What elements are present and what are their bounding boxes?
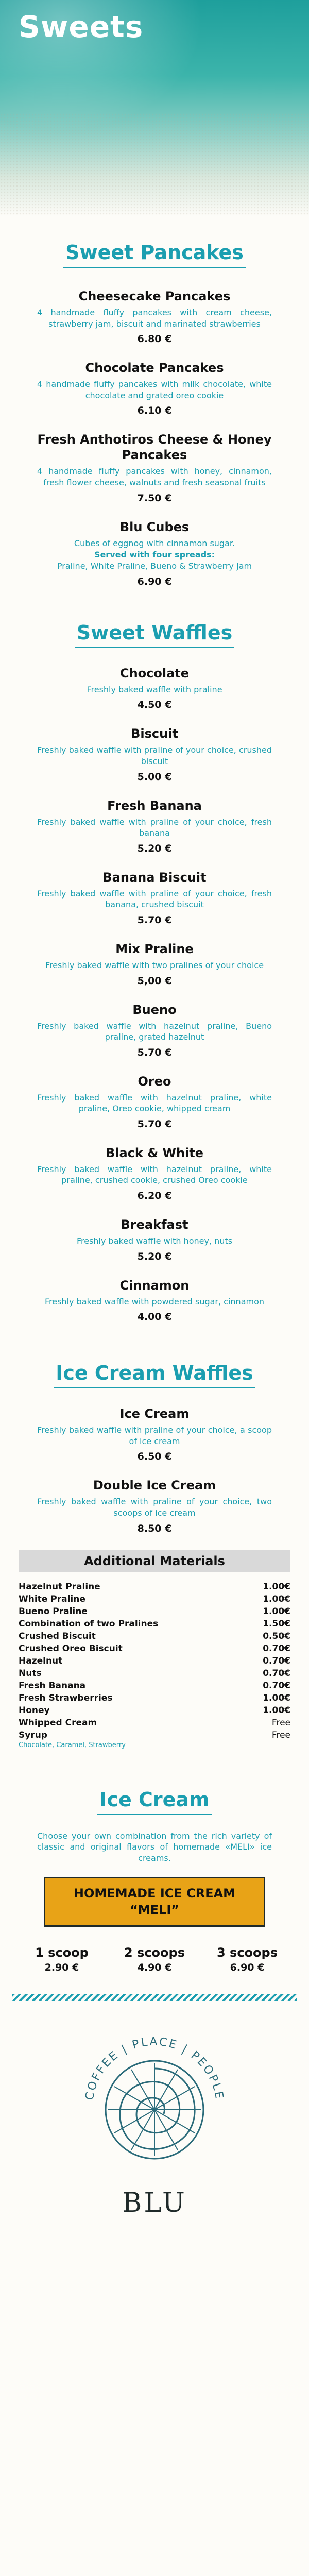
extra-price: 0.50€: [263, 1631, 290, 1641]
extra-name: Fresh Banana: [19, 1680, 86, 1691]
item-description: Freshly baked waffle with powdered sugar, cinnamon: [44, 1296, 265, 1307]
menu-item: [37, 798, 272, 854]
extra-name: Hazelnut: [19, 1655, 63, 1666]
logo-wordmark: BLU: [122, 2187, 187, 2218]
menu-item: [37, 726, 272, 782]
item-price: 8.50 €: [137, 1522, 172, 1534]
syrup-flavors-note: Chocolate, Caramel, Strawberry: [19, 1741, 126, 1749]
menu-item: [37, 1074, 272, 1130]
item-name: Cheesecake Pancakes: [78, 289, 231, 303]
menu-item: [37, 941, 272, 987]
menu-item: [37, 1406, 272, 1462]
additional-materials-title: Additional Materials: [19, 1550, 290, 1572]
section-waffles: [0, 621, 309, 1323]
additional-list: [19, 1581, 290, 1749]
scoop-price: 4.90 €: [137, 1961, 172, 1973]
extra-price: 1.00€: [263, 1606, 290, 1617]
extra-name: White Praline: [19, 1594, 85, 1604]
item-price: 5.70 €: [137, 1118, 172, 1130]
item-price: 5.20 €: [137, 842, 172, 854]
item-description: 4 handmade fluffy pancakes with cream cheese, strawberry jam, biscuit and marinated strawberries: [37, 308, 272, 329]
item-description: Freshly baked waffle with praline of your choice, crushed biscuit: [37, 745, 272, 766]
item-description: Freshly baked waffle with praline of your choice, a scoop of ice cream: [37, 1425, 272, 1446]
section-title: Ice Cream: [97, 1788, 211, 1815]
menu-item: [37, 360, 272, 416]
item-price: 5.20 €: [137, 1250, 172, 1262]
extra-name: Syrup: [19, 1730, 47, 1740]
extra-name: Fresh Strawberries: [19, 1692, 113, 1703]
list-item: [19, 1655, 290, 1667]
item-name: Bueno: [132, 1002, 177, 1017]
divider: [12, 1994, 297, 2001]
item-name: Double Ice Cream: [93, 1478, 216, 1493]
section-pancakes: [0, 241, 309, 587]
extra-name: Honey: [19, 1705, 50, 1716]
menu-item: [37, 1478, 272, 1534]
extra-price: 0.70€: [263, 1643, 290, 1654]
section-title: Sweet Pancakes: [63, 241, 246, 268]
extra-price: 0.70€: [263, 1668, 290, 1679]
extra-price: Free: [271, 1730, 290, 1740]
icecream-description: Choose your own combination from the rich variety of classic and original flavors of homemade «MELI» ice creams.: [37, 1831, 272, 1863]
list-item: [19, 1630, 290, 1642]
extra-name: Combination of two Pralines: [19, 1618, 159, 1629]
header-banner: [0, 0, 309, 216]
item-subheading: Served with four spreads:: [94, 550, 215, 560]
menu-item: [37, 1278, 272, 1323]
section-icecream-waffles: [0, 1362, 309, 1534]
item-name: Breakfast: [121, 1217, 188, 1232]
item-name: Fresh Anthotiros Cheese & Honey Pancakes: [37, 432, 272, 463]
section-title: Sweet Waffles: [75, 621, 234, 648]
item-name: Mix Praline: [115, 941, 194, 956]
menu-item: [37, 432, 272, 503]
menu-item: [37, 666, 272, 711]
scoop-option: [113, 1945, 196, 1973]
item-description: Freshly baked waffle with praline: [87, 684, 222, 694]
item-description: Cubes of eggnog with cinnamon sugar.: [74, 538, 235, 548]
item-name: Oreo: [138, 1074, 171, 1089]
item-description: Freshly baked waffle with two pralines of your choice: [45, 960, 264, 970]
homemade-icecream-banner: [44, 1877, 265, 1926]
item-price: 5.00 €: [137, 771, 172, 783]
item-name: Cinnamon: [119, 1278, 190, 1293]
item-price: 5.70 €: [137, 1046, 172, 1058]
item-name: Black & White: [105, 1145, 204, 1160]
extra-price: 0.70€: [263, 1655, 290, 1666]
item-name: Blu Cubes: [119, 519, 190, 534]
item-price: 6.90 €: [137, 575, 172, 587]
item-price: 5,00 €: [137, 975, 172, 987]
extra-price: 1.00€: [263, 1594, 290, 1604]
list-item: [19, 1704, 290, 1717]
item-name: Banana Biscuit: [102, 870, 207, 885]
blu-logo: [0, 2004, 309, 2218]
item-price: 4.00 €: [137, 1311, 172, 1323]
extra-price: 1.00€: [263, 1692, 290, 1703]
banner-line: HOMEMADE ICE CREAM: [73, 1886, 236, 1901]
scoop-label: 2 scoops: [124, 1945, 185, 1960]
item-description: Freshly baked waffle with hazelnut praline, Bueno praline, grated hazelnut: [37, 1021, 272, 1042]
item-name: Fresh Banana: [107, 798, 202, 813]
extra-price: 1.50€: [263, 1618, 290, 1629]
list-item: [19, 1717, 290, 1729]
menu-item: [37, 1217, 272, 1262]
section-title: Ice Cream Waffles: [54, 1362, 255, 1388]
list-item: [19, 1593, 290, 1605]
list-item: [19, 1729, 290, 1741]
menu-item: [37, 519, 272, 587]
item-description: Freshly baked waffle with hazelnut praline, white praline, crushed cookie, crushed Oreo cookie: [37, 1164, 272, 1185]
item-name: Ice Cream: [119, 1406, 190, 1421]
scoop-price: 6.90 €: [230, 1961, 265, 1973]
list-item: [19, 1581, 290, 1593]
menu-item: [37, 1145, 272, 1201]
extra-name: Crushed Oreo Biscuit: [19, 1643, 123, 1654]
sand-texture: [0, 113, 309, 216]
item-description: Freshly baked waffle with praline of your choice, fresh banana, crushed biscuit: [37, 888, 272, 910]
scoop-label: 1 scoop: [35, 1945, 89, 1960]
item-name: Biscuit: [131, 726, 178, 741]
item-price: 6.20 €: [137, 1190, 172, 1202]
item-price: 5.70 €: [137, 914, 172, 926]
page-title: Sweets: [19, 9, 144, 44]
list-item: [19, 1642, 290, 1655]
item-description: Praline, White Praline, Bueno & Strawberry Jam: [57, 561, 252, 571]
item-description: Freshly baked waffle with praline of your choice, fresh banana: [37, 817, 272, 838]
menu-item: [37, 870, 272, 926]
item-description: 4 handmade fluffy pancakes with honey, cinnamon, fresh flower cheese, walnuts and fresh seasonal fruits: [37, 466, 272, 487]
extra-price: 1.00€: [263, 1705, 290, 1716]
list-item: [19, 1667, 290, 1680]
extra-name: Nuts: [19, 1668, 42, 1679]
item-price: 7.50 €: [137, 492, 172, 504]
item-price: 4.50 €: [137, 699, 172, 711]
list-item: [19, 1692, 290, 1704]
banner-line: “MELI”: [129, 1902, 180, 1917]
list-item: [19, 1618, 290, 1630]
shell-logo-icon: [62, 2004, 247, 2190]
item-description: 4 handmade fluffy pancakes with milk chocolate, white chocolate and grated oreo cookie: [37, 379, 272, 400]
scoop-label: 3 scoops: [216, 1945, 278, 1960]
additional-materials: [19, 1550, 290, 1749]
item-name: Chocolate Pancakes: [85, 361, 224, 376]
menu-item: [37, 289, 272, 345]
extra-price: 1.00€: [263, 1581, 290, 1592]
scoop-price: 2.90 €: [44, 1961, 79, 1973]
scoop-prices: [21, 1945, 288, 1973]
extra-name: Hazelnut Praline: [19, 1581, 100, 1592]
item-price: 6.50 €: [137, 1451, 172, 1463]
extra-price: Free: [271, 1717, 290, 1728]
section-icecream: [0, 1788, 309, 1864]
extra-name: Bueno Praline: [19, 1606, 88, 1617]
extra-price: 0.70€: [263, 1680, 290, 1691]
item-description: Freshly baked waffle with hazelnut praline, white praline, Oreo cookie, whipped cream: [37, 1092, 272, 1114]
item-price: 6.10 €: [137, 405, 172, 417]
item-price: 6.80 €: [137, 333, 172, 345]
extra-name: Crushed Biscuit: [19, 1631, 96, 1641]
item-name: Chocolate: [119, 666, 190, 681]
item-description: Freshly baked waffle with honey, nuts: [76, 1236, 233, 1246]
list-item: [19, 1605, 290, 1618]
scoop-option: [21, 1945, 103, 1973]
scoop-option: [206, 1945, 288, 1973]
list-item: [19, 1680, 290, 1692]
logo-ring-text: COFFEE | PLACE | PEOPLE: [83, 2035, 226, 2102]
item-description: Freshly baked waffle with praline of your choice, two scoops of ice cream: [37, 1497, 272, 1518]
menu-item: [37, 1002, 272, 1058]
extra-name: Whipped Cream: [19, 1717, 97, 1728]
